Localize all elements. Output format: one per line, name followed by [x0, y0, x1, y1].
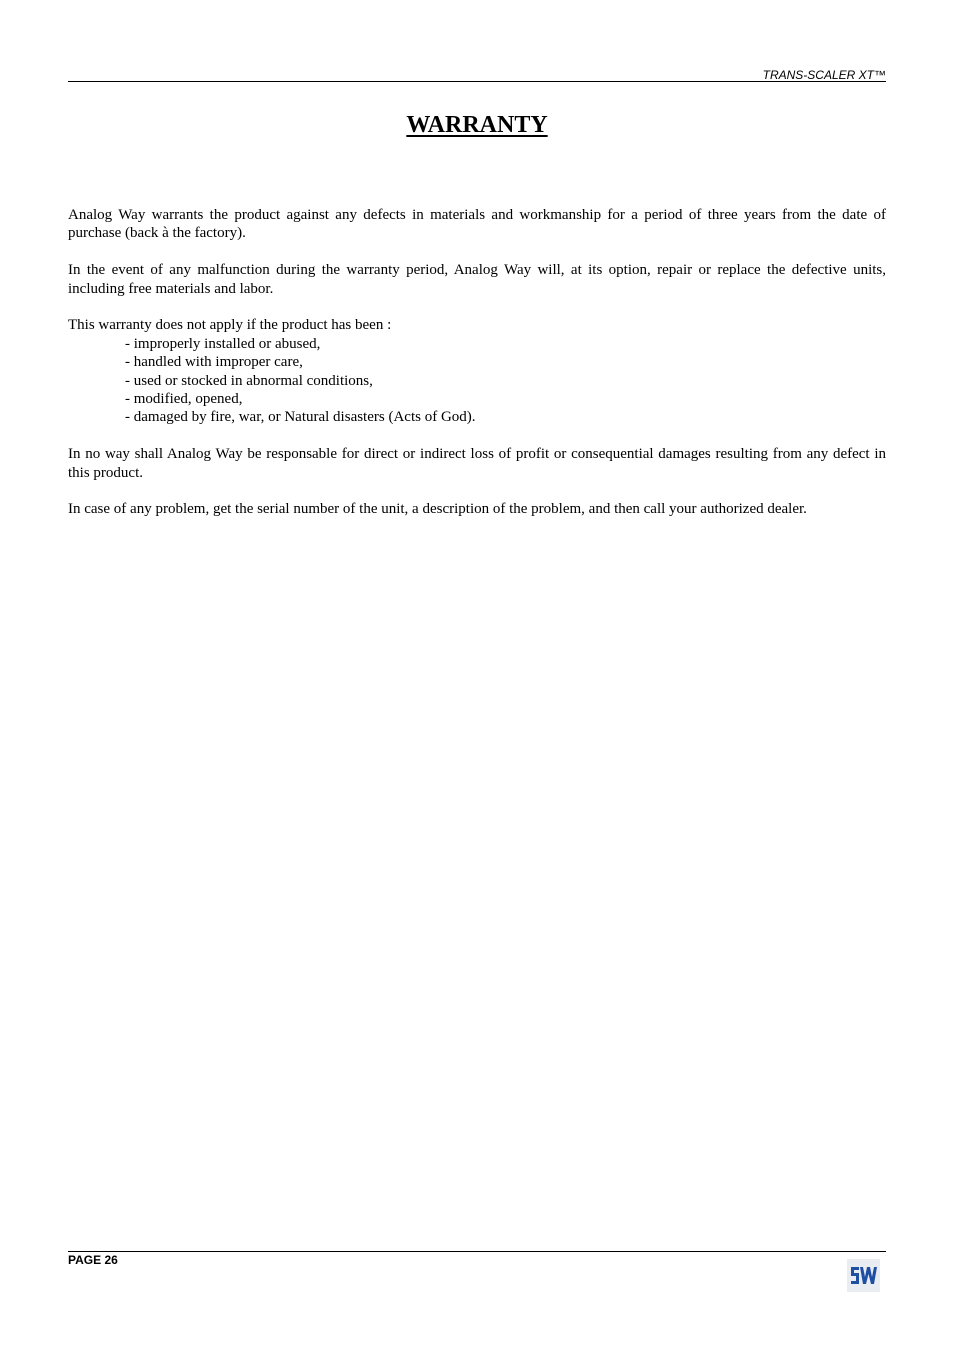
exclusions-list [68, 335, 886, 427]
exclusions-intro: This warranty does not apply if the product has been : [68, 317, 392, 334]
logo-graphic [847, 1259, 880, 1292]
logo-s-shape [851, 1267, 859, 1284]
malfunction-paragraph: In the event of any malfunction during the warranty period, Analog Way will, at its option, repair or replace the defective units, including free materials and labor. [68, 262, 886, 297]
logo-w-shape [860, 1267, 877, 1284]
list-item: - damaged by fire, war, or Natural disasters (Acts of God). [125, 409, 476, 426]
warranty-coverage-paragraph: Analog Way warrants the product against any defects in materials and workmanship for a period of three years from the date of purchase (back à the factory). [68, 207, 886, 242]
list-item: - used or stocked in abnormal conditions, [125, 372, 373, 389]
support-paragraph: In case of any problem, get the serial number of the unit, a description of the problem, and then call your authorized dealer. [68, 501, 807, 518]
list-item: - improperly installed or abused, [125, 335, 321, 352]
page-title [68, 110, 886, 140]
document-header-product: TRANS-SCALER XT™ [762, 68, 886, 82]
header-divider [68, 81, 886, 82]
page-number: PAGE 26 [68, 1253, 118, 1267]
footer-divider [68, 1251, 886, 1252]
page-title-text: WARRANTY [406, 112, 548, 138]
list-item: - handled with improper care, [125, 354, 303, 371]
list-item: - modified, opened, [125, 391, 243, 408]
analog-way-logo-icon [847, 1259, 880, 1292]
warranty-body [68, 206, 886, 519]
liability-paragraph: In no way shall Analog Way be responsable for direct or indirect loss of profit or consequential damages resulting from any defect in this product. [68, 446, 886, 481]
